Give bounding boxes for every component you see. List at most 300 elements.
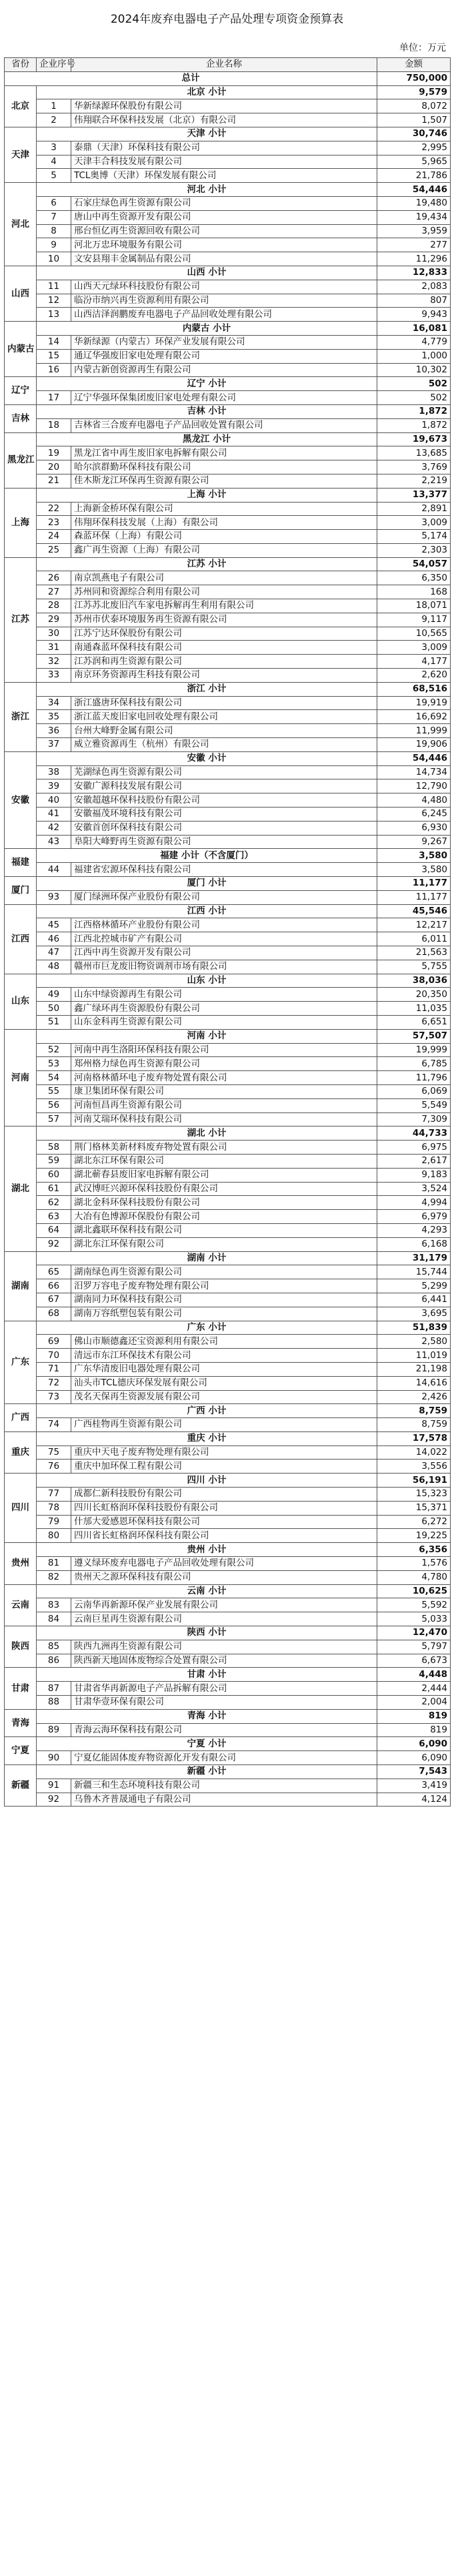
seq-cell: 79 xyxy=(37,1515,71,1529)
seq-cell: 59 xyxy=(37,1154,71,1168)
amount-cell: 6,785 xyxy=(377,1057,451,1071)
amount-cell: 6,441 xyxy=(377,1293,451,1307)
seq-cell: 31 xyxy=(37,641,71,655)
province-cell: 上海 xyxy=(5,488,37,557)
subtotal-label: 福建 小计（不含厦门） xyxy=(37,849,377,863)
company-name: 河南中再生洛阳环保科技有限公司 xyxy=(71,1043,377,1057)
amount-cell: 1,000 xyxy=(377,349,451,363)
subtotal-label: 重庆 小计 xyxy=(37,1431,377,1445)
total-amount: 750,000 xyxy=(377,71,451,85)
company-name: 台州大峰野金属有限公司 xyxy=(71,724,377,738)
amount-cell: 4,293 xyxy=(377,1223,451,1237)
seq-cell: 52 xyxy=(37,1043,71,1057)
subtotal-amount: 17,578 xyxy=(377,1431,451,1445)
province-cell: 河北 xyxy=(5,183,37,266)
subtotal-amount: 54,057 xyxy=(377,557,451,571)
table-row xyxy=(5,1015,451,1029)
seq-cell: 47 xyxy=(37,946,71,960)
table-row xyxy=(5,1362,451,1376)
seq-cell: 90 xyxy=(37,1751,71,1765)
subtotal-row xyxy=(5,1321,451,1335)
seq-cell: 84 xyxy=(37,1612,71,1626)
table-row xyxy=(5,474,451,488)
seq-cell: 41 xyxy=(37,808,71,822)
amount-cell: 13,685 xyxy=(377,446,451,460)
unit-label: 单位：万元 xyxy=(399,43,446,53)
province-cell: 吉林 xyxy=(5,404,37,432)
company-name: 清远市东江环保技术有限公司 xyxy=(71,1349,377,1363)
company-name: 四川省长虹格润环保科技有限公司 xyxy=(71,1529,377,1543)
seq-cell: 34 xyxy=(37,696,71,710)
company-name: 汕头市TCL德庆环保发展有限公司 xyxy=(71,1376,377,1390)
subtotal-label: 厦门 小计 xyxy=(37,877,377,891)
company-name: 吉林省三合废弃电器电子产品回收处置有限公司 xyxy=(71,418,377,432)
table-row xyxy=(5,543,451,557)
table-row xyxy=(5,1445,451,1460)
amount-cell: 12,790 xyxy=(377,779,451,793)
company-name: 山西洁泽润鹏废弃电器电子产品回收处理有限公司 xyxy=(71,308,377,322)
seq-cell: 19 xyxy=(37,446,71,460)
subtotal-amount: 4,448 xyxy=(377,1668,451,1682)
seq-cell: 53 xyxy=(37,1057,71,1071)
seq-cell: 60 xyxy=(37,1168,71,1182)
company-name: 伟翔环保科技发展（上海）有限公司 xyxy=(71,516,377,530)
amount-cell: 9,183 xyxy=(377,1168,451,1182)
company-name: 苏州同和资源综合利用有限公司 xyxy=(71,585,377,599)
subtotal-label: 山东 小计 xyxy=(37,974,377,988)
table-row xyxy=(5,1696,451,1710)
seq-cell: 69 xyxy=(37,1335,71,1349)
table-row xyxy=(5,530,451,544)
company-name: 什邡大爱感恩环保科技有限公司 xyxy=(71,1515,377,1529)
seq-cell: 92 xyxy=(37,1793,71,1807)
amount-cell: 6,245 xyxy=(377,808,451,822)
province-cell: 辽宁 xyxy=(5,377,37,405)
table-row xyxy=(5,1723,451,1737)
seq-cell: 78 xyxy=(37,1501,71,1515)
table-row xyxy=(5,1557,451,1571)
seq-cell: 21 xyxy=(37,474,71,488)
amount-cell: 3,769 xyxy=(377,460,451,474)
company-name: 四川长虹格润环保科技股份有限公司 xyxy=(71,1501,377,1515)
amount-cell: 15,323 xyxy=(377,1488,451,1502)
company-name: 山东金科再生资源有限公司 xyxy=(71,1015,377,1029)
company-name: 甘肃省华再新源电子产品拆解有限公司 xyxy=(71,1682,377,1696)
subtotal-row xyxy=(5,1126,451,1141)
seq-cell: 85 xyxy=(37,1640,71,1654)
amount-cell: 6,011 xyxy=(377,932,451,946)
amount-cell: 1,576 xyxy=(377,1557,451,1571)
subtotal-amount: 16,081 xyxy=(377,322,451,336)
subtotal-label: 陕西 小计 xyxy=(37,1626,377,1640)
amount-cell: 3,009 xyxy=(377,516,451,530)
subtotal-amount: 6,356 xyxy=(377,1543,451,1557)
company-name: 通辽华强废旧家电处理有限公司 xyxy=(71,349,377,363)
subtotal-amount: 10,625 xyxy=(377,1584,451,1598)
table-row xyxy=(5,308,451,322)
table-row xyxy=(5,141,451,155)
subtotal-label: 浙江 小计 xyxy=(37,682,377,696)
seq-cell: 74 xyxy=(37,1418,71,1432)
company-name: 邢台恒亿再生资源回收有限公司 xyxy=(71,224,377,238)
table-row xyxy=(5,738,451,752)
table-row xyxy=(5,460,451,474)
amount-cell: 6,673 xyxy=(377,1654,451,1668)
province-cell: 广东 xyxy=(5,1321,37,1404)
table-row xyxy=(5,113,451,127)
seq-cell: 13 xyxy=(37,308,71,322)
subtotal-label: 青海 小计 xyxy=(37,1709,377,1723)
amount-cell: 5,755 xyxy=(377,960,451,974)
seq-cell: 24 xyxy=(37,530,71,544)
amount-cell: 4,994 xyxy=(377,1196,451,1210)
seq-cell: 64 xyxy=(37,1223,71,1237)
company-name: 青海云海环保科技有限公司 xyxy=(71,1723,377,1737)
amount-cell: 14,734 xyxy=(377,765,451,779)
amount-cell: 11,019 xyxy=(377,1349,451,1363)
table-row xyxy=(5,1390,451,1404)
table-row xyxy=(5,1154,451,1168)
seq-cell: 25 xyxy=(37,543,71,557)
table-row xyxy=(5,1279,451,1293)
company-name: 鑫广再生资源（上海）有限公司 xyxy=(71,543,377,557)
table-row xyxy=(5,1529,451,1543)
subtotal-row xyxy=(5,488,451,502)
amount-cell: 5,797 xyxy=(377,1640,451,1654)
amount-cell: 1,872 xyxy=(377,418,451,432)
subtotal-amount: 6,090 xyxy=(377,1737,451,1751)
seq-cell: 91 xyxy=(37,1779,71,1793)
table-row xyxy=(5,1141,451,1155)
company-name: 宁夏亿能固体废弃物资源化开发有限公司 xyxy=(71,1751,377,1765)
amount-cell: 11,035 xyxy=(377,1002,451,1016)
subtotal-amount: 54,446 xyxy=(377,183,451,197)
company-name: 赣州市巨龙废旧物资调剂市场有限公司 xyxy=(71,960,377,974)
company-name: 江西中再生资源开发有限公司 xyxy=(71,946,377,960)
amount-cell: 6,090 xyxy=(377,1751,451,1765)
seq-cell: 65 xyxy=(37,1265,71,1279)
total-row xyxy=(5,71,451,85)
seq-cell: 66 xyxy=(37,1279,71,1293)
subtotal-row xyxy=(5,1251,451,1265)
company-name: 康卫集团环保有限公司 xyxy=(71,1084,377,1098)
table-row xyxy=(5,224,451,238)
seq-cell: 87 xyxy=(37,1682,71,1696)
seq-cell: 38 xyxy=(37,765,71,779)
amount-cell: 807 xyxy=(377,294,451,308)
table-row xyxy=(5,1210,451,1224)
amount-cell: 2,444 xyxy=(377,1682,451,1696)
subtotal-row xyxy=(5,1584,451,1598)
amount-cell: 3,556 xyxy=(377,1460,451,1474)
subtotal-label: 宁夏 小计 xyxy=(37,1737,377,1751)
province-cell: 山东 xyxy=(5,974,37,1029)
amount-cell: 5,592 xyxy=(377,1598,451,1612)
province-cell: 北京 xyxy=(5,85,37,127)
seq-cell: 3 xyxy=(37,141,71,155)
company-name: 广西桂物再生资源有限公司 xyxy=(71,1418,377,1432)
amount-cell: 18,071 xyxy=(377,599,451,613)
seq-cell: 56 xyxy=(37,1098,71,1112)
subtotal-label: 湖北 小计 xyxy=(37,1126,377,1141)
table-row xyxy=(5,1084,451,1098)
seq-cell: 62 xyxy=(37,1196,71,1210)
amount-cell: 15,371 xyxy=(377,1501,451,1515)
company-name: 伟翔联合环保科技发展（北京）有限公司 xyxy=(71,113,377,127)
seq-cell: 37 xyxy=(37,738,71,752)
table-row xyxy=(5,1793,451,1807)
province-cell: 陕西 xyxy=(5,1626,37,1668)
company-name: 江苏苏北废旧汽车家电拆解再生利用有限公司 xyxy=(71,599,377,613)
table-row xyxy=(5,1654,451,1668)
seq-cell: 12 xyxy=(37,294,71,308)
subtotal-amount: 1,872 xyxy=(377,404,451,418)
header-company: 企业名称 xyxy=(71,58,377,72)
province-cell: 福建 xyxy=(5,849,37,877)
subtotal-row xyxy=(5,877,451,891)
table-row xyxy=(5,613,451,627)
subtotal-amount: 54,446 xyxy=(377,751,451,765)
table-row xyxy=(5,294,451,308)
table-row xyxy=(5,1598,451,1612)
company-name: 湖南万容纸塑包装有限公司 xyxy=(71,1307,377,1321)
total-label: 总计 xyxy=(5,71,377,85)
seq-cell: 51 xyxy=(37,1015,71,1029)
header-seq: 企业序号 xyxy=(37,58,71,72)
table-row xyxy=(5,1779,451,1793)
amount-cell: 4,480 xyxy=(377,793,451,808)
seq-cell: 63 xyxy=(37,1210,71,1224)
company-name: 新疆三和生态环境科技有限公司 xyxy=(71,1779,377,1793)
subtotal-amount: 51,839 xyxy=(377,1321,451,1335)
seq-cell: 68 xyxy=(37,1307,71,1321)
subtotal-amount: 68,516 xyxy=(377,682,451,696)
amount-cell: 14,022 xyxy=(377,1445,451,1460)
table-row xyxy=(5,238,451,252)
company-name: 森蓝环保（上海）有限公司 xyxy=(71,530,377,544)
amount-cell: 2,219 xyxy=(377,474,451,488)
amount-cell: 819 xyxy=(377,1723,451,1737)
table-row xyxy=(5,1168,451,1182)
seq-cell: 93 xyxy=(37,890,71,904)
amount-cell: 14,616 xyxy=(377,1376,451,1390)
amount-cell: 3,959 xyxy=(377,224,451,238)
seq-cell: 57 xyxy=(37,1112,71,1126)
amount-cell: 5,174 xyxy=(377,530,451,544)
seq-cell: 58 xyxy=(37,1141,71,1155)
table-row xyxy=(5,1612,451,1626)
table-row xyxy=(5,1488,451,1502)
seq-cell: 80 xyxy=(37,1529,71,1543)
company-name: 辽宁华强环保集团废旧家电处理有限公司 xyxy=(71,391,377,405)
company-name: 重庆中天电子废弃物处理有限公司 xyxy=(71,1445,377,1460)
company-name: 成都仁新科技股份有限公司 xyxy=(71,1488,377,1502)
subtotal-amount: 11,177 xyxy=(377,877,451,891)
amount-cell: 502 xyxy=(377,391,451,405)
amount-cell: 168 xyxy=(377,585,451,599)
amount-cell: 12,217 xyxy=(377,918,451,932)
amount-cell: 21,563 xyxy=(377,946,451,960)
amount-cell: 1,507 xyxy=(377,113,451,127)
company-name: 华新绿源（内蒙古）环保产业发展有限公司 xyxy=(71,335,377,349)
amount-cell: 11,177 xyxy=(377,890,451,904)
company-name: 文安县翔丰金属制品有限公司 xyxy=(71,252,377,266)
table-row xyxy=(5,946,451,960)
table-row xyxy=(5,1112,451,1126)
amount-cell: 20,350 xyxy=(377,988,451,1002)
province-cell: 河南 xyxy=(5,1029,37,1126)
table-row xyxy=(5,571,451,585)
province-cell: 四川 xyxy=(5,1474,37,1543)
province-cell: 新疆 xyxy=(5,1765,37,1807)
subtotal-label: 安徽 小计 xyxy=(37,751,377,765)
company-name: 湖南绿色再生资源有限公司 xyxy=(71,1265,377,1279)
header-amount: 金额 xyxy=(377,58,451,72)
amount-cell: 5,033 xyxy=(377,1612,451,1626)
company-name: 鑫广绿环再生资源股份有限公司 xyxy=(71,1002,377,1016)
table-row xyxy=(5,1098,451,1112)
seq-cell: 55 xyxy=(37,1084,71,1098)
amount-cell: 4,177 xyxy=(377,655,451,669)
company-name: 广东华清废旧电器处理有限公司 xyxy=(71,1362,377,1376)
table-row xyxy=(5,1418,451,1432)
company-name: 湖南同力环保科技有限公司 xyxy=(71,1293,377,1307)
seq-cell: 32 xyxy=(37,655,71,669)
province-cell: 青海 xyxy=(5,1709,37,1737)
company-name: 临汾市纳兴再生资源利用有限公司 xyxy=(71,294,377,308)
subtotal-label: 四川 小计 xyxy=(37,1474,377,1488)
company-name: 云南巨星再生资源有限公司 xyxy=(71,1612,377,1626)
subtotal-label: 河南 小计 xyxy=(37,1029,377,1043)
table-row xyxy=(5,1460,451,1474)
seq-cell: 89 xyxy=(37,1723,71,1737)
amount-cell: 6,975 xyxy=(377,1141,451,1155)
table-row xyxy=(5,932,451,946)
table-row xyxy=(5,599,451,613)
company-name: 陕西九洲再生资源有限公司 xyxy=(71,1640,377,1654)
subtotal-label: 北京 小计 xyxy=(37,85,377,99)
subtotal-label: 甘肃 小计 xyxy=(37,1668,377,1682)
subtotal-row xyxy=(5,1029,451,1043)
table-row xyxy=(5,155,451,169)
table-row xyxy=(5,779,451,793)
subtotal-row xyxy=(5,904,451,918)
subtotal-amount: 502 xyxy=(377,377,451,391)
seq-cell: 86 xyxy=(37,1654,71,1668)
amount-cell: 3,009 xyxy=(377,641,451,655)
seq-cell: 2 xyxy=(37,113,71,127)
table-row xyxy=(5,280,451,294)
table-row xyxy=(5,516,451,530)
company-name: 唐山中再生资源开发有限公司 xyxy=(71,210,377,224)
subtotal-amount: 7,543 xyxy=(377,1765,451,1779)
seq-cell: 54 xyxy=(37,1071,71,1085)
company-name: 河南艾瑞环保科技有限公司 xyxy=(71,1112,377,1126)
seq-cell: 28 xyxy=(37,599,71,613)
seq-cell: 43 xyxy=(37,835,71,849)
company-name: 湖北东江环保有限公司 xyxy=(71,1154,377,1168)
table-row xyxy=(5,1349,451,1363)
subtotal-row xyxy=(5,127,451,141)
subtotal-row xyxy=(5,1474,451,1488)
table-row xyxy=(5,1570,451,1584)
amount-cell: 2,995 xyxy=(377,141,451,155)
subtotal-row xyxy=(5,1709,451,1723)
table-row xyxy=(5,1196,451,1210)
subtotal-label: 上海 小计 xyxy=(37,488,377,502)
company-name: 芜湖绿色再生资源有限公司 xyxy=(71,765,377,779)
subtotal-row xyxy=(5,682,451,696)
seq-cell: 27 xyxy=(37,585,71,599)
seq-cell: 40 xyxy=(37,793,71,808)
seq-cell: 75 xyxy=(37,1445,71,1460)
subtotal-amount: 19,673 xyxy=(377,432,451,446)
table-row xyxy=(5,863,451,877)
subtotal-row xyxy=(5,1626,451,1640)
seq-cell: 67 xyxy=(37,1293,71,1307)
company-name: 江西格林循环产业股份有限公司 xyxy=(71,918,377,932)
seq-cell: 46 xyxy=(37,932,71,946)
subtotal-label: 山西 小计 xyxy=(37,266,377,280)
company-name: 福建省宏源环保科技有限公司 xyxy=(71,863,377,877)
subtotal-amount: 44,733 xyxy=(377,1126,451,1141)
company-name: 乌鲁木齐普晟通电子有限公司 xyxy=(71,1793,377,1807)
amount-cell: 19,906 xyxy=(377,738,451,752)
amount-cell: 6,069 xyxy=(377,1084,451,1098)
company-name: 湖北鑫联环保科技有限公司 xyxy=(71,1223,377,1237)
subtotal-amount: 9,579 xyxy=(377,85,451,99)
subtotal-amount: 56,191 xyxy=(377,1474,451,1488)
amount-cell: 2,303 xyxy=(377,543,451,557)
company-name: 江苏宁达环保股份有限公司 xyxy=(71,627,377,641)
province-cell: 山西 xyxy=(5,266,37,321)
table-row xyxy=(5,1751,451,1765)
subtotal-label: 黑龙江 小计 xyxy=(37,432,377,446)
subtotal-label: 湖南 小计 xyxy=(37,1251,377,1265)
seq-cell: 7 xyxy=(37,210,71,224)
subtotal-row xyxy=(5,1668,451,1682)
table-row xyxy=(5,391,451,405)
seq-cell: 11 xyxy=(37,280,71,294)
amount-cell: 2,891 xyxy=(377,502,451,516)
company-name: 河南恒昌再生资源有限公司 xyxy=(71,1098,377,1112)
amount-cell: 19,225 xyxy=(377,1529,451,1543)
subtotal-row xyxy=(5,1543,451,1557)
subtotal-label: 吉林 小计 xyxy=(37,404,377,418)
company-name: 泰鼎（天津）环保科技有限公司 xyxy=(71,141,377,155)
amount-cell: 6,168 xyxy=(377,1237,451,1251)
seq-cell: 6 xyxy=(37,196,71,210)
amount-cell: 19,480 xyxy=(377,196,451,210)
amount-cell: 2,426 xyxy=(377,1390,451,1404)
table-row xyxy=(5,363,451,377)
table-row xyxy=(5,710,451,724)
table-row xyxy=(5,1335,451,1349)
subtotal-row xyxy=(5,974,451,988)
table-row xyxy=(5,765,451,779)
table-row xyxy=(5,349,451,363)
subtotal-label: 江西 小计 xyxy=(37,904,377,918)
table-row xyxy=(5,252,451,266)
seq-cell: 26 xyxy=(37,571,71,585)
company-name: 上海新金桥环保有限公司 xyxy=(71,502,377,516)
company-name: 安徽广源科技发展有限公司 xyxy=(71,779,377,793)
seq-cell: 82 xyxy=(37,1570,71,1584)
seq-cell: 73 xyxy=(37,1390,71,1404)
table-row xyxy=(5,1237,451,1251)
header-row xyxy=(5,58,451,72)
seq-cell: 17 xyxy=(37,391,71,405)
